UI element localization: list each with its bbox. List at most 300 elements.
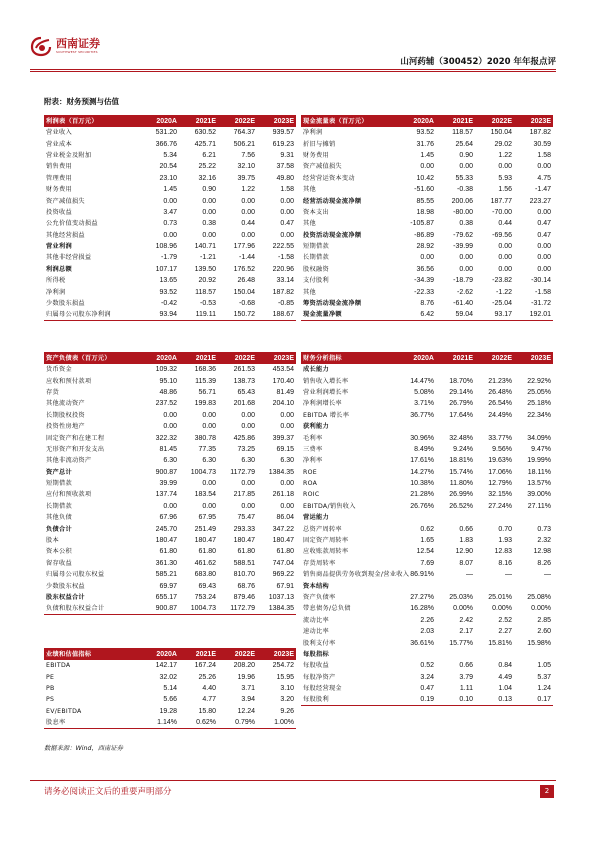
value-cell: 0.70 bbox=[498, 525, 512, 533]
value-cell: 0.13 bbox=[475, 694, 514, 706]
value-cell: -80.00 bbox=[453, 208, 473, 216]
value-cell: 0.47 bbox=[280, 220, 294, 228]
value-cell: 150.04 bbox=[490, 129, 512, 137]
table-row bbox=[301, 252, 553, 263]
row-label: 存货 bbox=[46, 388, 59, 396]
data-source: 数据来源：Wind，西南证券 bbox=[44, 745, 123, 752]
report-title: 山河药辅（300452）2020 年年报点评 bbox=[400, 57, 556, 67]
value-cell: 15.98% bbox=[527, 639, 551, 647]
value-cell: 67.91 bbox=[276, 582, 294, 590]
value-cell: 1.11 bbox=[459, 685, 473, 693]
value-cell: 15.80 bbox=[198, 707, 216, 715]
row-label: 公允价值变动损益 bbox=[46, 220, 98, 228]
value-cell: -1.79 bbox=[161, 254, 177, 262]
row-label: 营业利润增长率 bbox=[303, 388, 349, 396]
value-cell: -1.22 bbox=[496, 288, 512, 296]
value-cell: 0.66 bbox=[459, 525, 473, 533]
value-cell: 39.75 bbox=[237, 174, 255, 182]
row-label: 利润总额 bbox=[46, 265, 72, 273]
value-cell: 0.00 bbox=[163, 423, 177, 431]
row-label: 财务费用 bbox=[46, 186, 72, 194]
value-cell: 10.42 bbox=[416, 174, 434, 182]
table-row bbox=[44, 264, 296, 275]
value-cell: 183.54 bbox=[194, 491, 216, 499]
value-cell: 1.65 bbox=[420, 537, 434, 545]
value-cell: 753.24 bbox=[194, 594, 216, 601]
row-label: 股东权益合计 bbox=[46, 594, 85, 601]
value-cell: 187.77 bbox=[490, 197, 512, 205]
value-cell: 177.96 bbox=[233, 243, 255, 251]
value-cell: 0.84 bbox=[498, 662, 512, 670]
value-cell: 180.47 bbox=[272, 537, 294, 545]
row-label: 资本结构 bbox=[303, 582, 329, 590]
value-cell: 3.47 bbox=[163, 208, 177, 216]
row-label: 其他 bbox=[303, 220, 316, 228]
footer-disclaimer: 请务必阅读正文后的重要声明部分 bbox=[44, 787, 172, 797]
value-cell: 22.92% bbox=[527, 377, 551, 385]
value-cell: 30.96% bbox=[410, 434, 434, 442]
value-cell: 86.91% bbox=[410, 571, 434, 579]
row-label: 支付股利 bbox=[303, 277, 329, 285]
value-cell: -23.82 bbox=[492, 277, 512, 285]
table-row bbox=[301, 275, 553, 286]
value-cell: -25.04 bbox=[492, 300, 512, 308]
row-label: 销售商品提供劳务收到现金/营业收入 bbox=[303, 571, 410, 579]
value-cell: 15.81% bbox=[488, 639, 512, 647]
value-cell: 1.05 bbox=[537, 662, 551, 670]
row-label: 少数股东权益 bbox=[46, 582, 85, 590]
value-cell: 68.76 bbox=[237, 582, 255, 590]
value-cell bbox=[436, 512, 475, 523]
value-cell: 65.43 bbox=[237, 388, 255, 396]
row-label: 资产减值损失 bbox=[303, 163, 342, 171]
value-cell: 1004.73 bbox=[190, 468, 216, 476]
value-cell: 6.21 bbox=[202, 151, 216, 159]
table-row bbox=[301, 455, 553, 466]
value-cell: -70.00 bbox=[492, 208, 512, 216]
value-cell: 0.00 bbox=[241, 208, 255, 216]
value-cell: 4.77 bbox=[202, 696, 216, 704]
row-label: 货币资金 bbox=[46, 366, 72, 374]
header-year-cell: 2021E bbox=[436, 115, 475, 127]
value-cell: 59.04 bbox=[436, 309, 475, 321]
value-cell: 0.00 bbox=[202, 423, 216, 431]
header-title-cell: 资产负债表（百万元） bbox=[44, 352, 140, 364]
value-cell: 86.04 bbox=[276, 514, 294, 522]
row-label: 资产总计 bbox=[46, 468, 72, 476]
table-row bbox=[301, 672, 553, 683]
table-row bbox=[301, 501, 553, 512]
value-cell: 13.65 bbox=[159, 277, 177, 285]
value-cell: 204.10 bbox=[272, 400, 294, 408]
value-cell: 5.08% bbox=[414, 388, 434, 396]
value-cell: 14.27% bbox=[410, 468, 434, 476]
table-row bbox=[44, 660, 296, 671]
value-cell: 67.96 bbox=[159, 514, 177, 522]
value-cell: 108.96 bbox=[155, 243, 177, 251]
value-cell: 261.53 bbox=[233, 366, 255, 374]
value-cell: 0.00 bbox=[537, 163, 551, 171]
value-cell: 0.00 bbox=[537, 208, 551, 216]
value-cell: 220.96 bbox=[272, 265, 294, 273]
value-cell: 0.00 bbox=[241, 480, 255, 488]
value-cell: 61.80 bbox=[237, 548, 255, 556]
value-cell: 85.55 bbox=[416, 197, 434, 205]
row-label: 股利支付率 bbox=[303, 639, 336, 647]
value-cell: 33.14 bbox=[276, 277, 294, 285]
table-row bbox=[44, 501, 296, 512]
value-cell: 140.71 bbox=[194, 243, 216, 251]
table-row bbox=[301, 195, 553, 206]
row-label: 短期借款 bbox=[303, 243, 329, 251]
value-cell: 1384.35 bbox=[268, 468, 294, 476]
value-cell: 8.49% bbox=[414, 445, 434, 453]
table-row bbox=[44, 150, 296, 161]
value-cell: 0.00 bbox=[202, 208, 216, 216]
value-cell: 167.24 bbox=[194, 662, 216, 670]
row-label: 资本支出 bbox=[303, 208, 329, 216]
value-cell: 119.11 bbox=[179, 309, 218, 321]
row-label: 应收账款周转率 bbox=[303, 548, 349, 556]
header-year-cell: 2020A bbox=[140, 352, 179, 364]
header-title-cell: 利润表（百万元） bbox=[44, 115, 140, 127]
value-cell: 261.18 bbox=[272, 491, 294, 499]
value-cell: 0.00 bbox=[280, 502, 294, 510]
header-year-cell: 2022E bbox=[218, 352, 257, 364]
value-cell: 0.00 bbox=[241, 502, 255, 510]
value-cell: 237.52 bbox=[155, 400, 177, 408]
value-cell: 0.00 bbox=[280, 480, 294, 488]
table-row bbox=[301, 558, 553, 569]
row-label: 固定资产周转率 bbox=[303, 537, 349, 545]
value-cell: 4.40 bbox=[202, 684, 216, 692]
value-cell: 180.47 bbox=[233, 537, 255, 545]
value-cell: 32.48% bbox=[449, 434, 473, 442]
value-cell: 25.64 bbox=[455, 140, 473, 148]
row-label: 股本 bbox=[46, 537, 59, 545]
value-cell: 0.66 bbox=[459, 662, 473, 670]
value-cell: 900.87 bbox=[155, 468, 177, 476]
value-cell: 747.04 bbox=[272, 559, 294, 567]
row-label: 营业税金及附加 bbox=[46, 151, 92, 159]
value-cell: 26.52% bbox=[449, 502, 473, 510]
row-label: 股息率 bbox=[44, 717, 140, 729]
table-row bbox=[301, 410, 553, 421]
value-cell: -1.58 bbox=[535, 288, 551, 296]
value-cell: 0.00% bbox=[453, 605, 473, 613]
row-label: 净利润 bbox=[303, 129, 323, 137]
row-label: 留存收益 bbox=[46, 559, 72, 567]
value-cell: 18.98 bbox=[416, 208, 434, 216]
value-cell: 0.00 bbox=[163, 197, 177, 205]
table-row bbox=[301, 444, 553, 455]
value-cell: — bbox=[505, 571, 512, 579]
row-label: 其他经营损益 bbox=[46, 231, 85, 239]
header-year-cell: 2021E bbox=[436, 352, 475, 364]
value-cell: 0.47 bbox=[537, 231, 551, 239]
row-label: 营业收入 bbox=[46, 129, 72, 137]
value-cell: 0.00 bbox=[163, 502, 177, 510]
value-cell: 21.23% bbox=[488, 377, 512, 385]
value-cell: 9.24% bbox=[453, 445, 473, 453]
value-cell bbox=[475, 649, 514, 660]
header-year-cell: 2023E bbox=[514, 115, 553, 127]
value-cell: 2.60 bbox=[537, 628, 551, 636]
value-cell: 9.47% bbox=[531, 445, 551, 453]
row-label: 投资收益 bbox=[46, 208, 72, 216]
value-cell: 0.00 bbox=[241, 197, 255, 205]
value-cell: 20.92 bbox=[198, 277, 216, 285]
row-label: 短期借款 bbox=[46, 480, 72, 488]
value-cell: 13.57% bbox=[527, 480, 551, 488]
table-row bbox=[44, 410, 296, 421]
row-label: 每股收益 bbox=[303, 662, 329, 670]
row-label: 总资产周转率 bbox=[303, 525, 342, 533]
value-cell: 1172.79 bbox=[230, 468, 255, 476]
value-cell: 19.63% bbox=[488, 457, 512, 465]
value-cell: 15.77% bbox=[449, 639, 473, 647]
value-cell: -0.53 bbox=[200, 300, 216, 308]
value-cell: 6.30 bbox=[241, 457, 255, 465]
value-cell: 12.83 bbox=[494, 548, 512, 556]
value-cell: 366.76 bbox=[155, 140, 177, 148]
value-cell: -51.60 bbox=[414, 186, 434, 194]
table-header-row bbox=[44, 352, 296, 364]
value-cell: 17.61% bbox=[410, 457, 434, 465]
value-cell: 150.72 bbox=[218, 309, 257, 321]
header-year-cell: 2023E bbox=[257, 352, 296, 364]
header-year-cell: 2022E bbox=[218, 115, 257, 127]
row-label: 资产负债率 bbox=[303, 594, 336, 601]
row-label: 负债合计 bbox=[46, 525, 72, 533]
row-label: 其他流动资产 bbox=[46, 400, 85, 408]
value-cell: 0.00 bbox=[280, 197, 294, 205]
value-cell bbox=[397, 512, 436, 523]
value-cell: 187.82 bbox=[272, 288, 294, 296]
value-cell: -2.62 bbox=[457, 288, 473, 296]
value-cell: 8.16 bbox=[498, 559, 512, 567]
value-cell: 29.02 bbox=[494, 140, 512, 148]
table-row bbox=[44, 184, 296, 195]
value-cell: 764.37 bbox=[233, 129, 255, 137]
financial-ratios-table bbox=[301, 352, 553, 706]
table-row bbox=[44, 298, 296, 309]
value-cell: 2.52 bbox=[498, 616, 512, 624]
value-cell: 168.36 bbox=[194, 366, 216, 374]
value-cell: 0.00 bbox=[420, 254, 434, 262]
table-row bbox=[301, 309, 553, 321]
row-label: 折旧与摊销 bbox=[303, 140, 336, 148]
value-cell: 24.49% bbox=[488, 411, 512, 419]
value-cell: 14.47% bbox=[410, 377, 434, 385]
value-cell: 361.30 bbox=[155, 559, 177, 567]
value-cell: 27.24% bbox=[488, 502, 512, 510]
value-cell: 12.90 bbox=[455, 548, 473, 556]
value-cell: 22.34% bbox=[527, 411, 551, 419]
value-cell: 0.00% bbox=[492, 605, 512, 613]
row-label: 管理费用 bbox=[46, 174, 72, 182]
table-row bbox=[301, 535, 553, 546]
value-cell: 4.49 bbox=[498, 673, 512, 681]
value-cell: 0.00 bbox=[459, 163, 473, 171]
header-year-cell: 2020A bbox=[397, 352, 436, 364]
table-row bbox=[301, 161, 553, 172]
table-row bbox=[301, 512, 553, 523]
value-cell: 347.22 bbox=[272, 525, 294, 533]
value-cell: 69.97 bbox=[159, 582, 177, 590]
table-row bbox=[44, 161, 296, 172]
value-cell: 69.43 bbox=[198, 582, 216, 590]
table-row bbox=[301, 387, 553, 398]
value-cell: 3.79 bbox=[459, 673, 473, 681]
value-cell: 0.00 bbox=[241, 423, 255, 431]
value-cell: -34.39 bbox=[414, 277, 434, 285]
row-label: 其他 bbox=[303, 186, 316, 194]
value-cell: 630.52 bbox=[194, 129, 216, 137]
value-cell: 0.90 bbox=[202, 186, 216, 194]
value-cell: 1.83 bbox=[459, 537, 473, 545]
table-row bbox=[44, 512, 296, 523]
valuation-table bbox=[44, 648, 296, 729]
row-label: PS bbox=[46, 696, 55, 704]
header-year-cell: 2023E bbox=[257, 115, 296, 127]
table-row bbox=[301, 364, 553, 375]
header-year-cell: 2022E bbox=[475, 352, 514, 364]
header-divider bbox=[30, 69, 556, 70]
company-logo bbox=[30, 36, 100, 56]
value-cell: 1.93 bbox=[498, 537, 512, 545]
table-row bbox=[44, 580, 296, 591]
row-label: 带息债务/总负债 bbox=[303, 605, 351, 613]
value-cell: 506.21 bbox=[233, 140, 255, 148]
value-cell: 93.94 bbox=[140, 309, 179, 321]
value-cell: 0.00 bbox=[163, 231, 177, 239]
value-cell: 25.03% bbox=[449, 594, 473, 601]
table-header-row bbox=[44, 115, 296, 127]
value-cell: 0.00 bbox=[420, 163, 434, 171]
value-cell: 25.26 bbox=[198, 673, 216, 681]
value-cell: 26.48 bbox=[237, 277, 255, 285]
value-cell: 1.45 bbox=[420, 151, 434, 159]
table-row bbox=[44, 421, 296, 432]
value-cell bbox=[514, 421, 553, 432]
value-cell: 138.73 bbox=[233, 377, 255, 385]
table-row bbox=[44, 455, 296, 466]
value-cell: — bbox=[544, 571, 551, 579]
value-cell: -30.14 bbox=[531, 277, 551, 285]
row-label: 长期借款 bbox=[46, 502, 72, 510]
value-cell: 322.32 bbox=[155, 434, 177, 442]
value-cell bbox=[397, 649, 436, 660]
row-label: 销售收入增长率 bbox=[303, 377, 349, 385]
header-year-cell: 2020A bbox=[140, 648, 179, 660]
value-cell: 1.45 bbox=[163, 186, 177, 194]
value-cell: 32.16 bbox=[198, 174, 216, 182]
value-cell: 93.52 bbox=[416, 129, 434, 137]
value-cell: 15.74% bbox=[449, 468, 473, 476]
table-row bbox=[44, 444, 296, 455]
row-label: 其他非经营损益 bbox=[46, 254, 92, 262]
value-cell: -22.33 bbox=[414, 288, 434, 296]
row-label: 其他负债 bbox=[46, 514, 72, 522]
value-cell: 251.49 bbox=[194, 525, 216, 533]
header-year-cell: 2022E bbox=[475, 115, 514, 127]
value-cell: 170.40 bbox=[272, 377, 294, 385]
table-row bbox=[301, 694, 553, 706]
value-cell bbox=[514, 649, 553, 660]
value-cell: — bbox=[466, 571, 473, 579]
table-row bbox=[301, 592, 553, 603]
row-label: 速动比率 bbox=[303, 628, 329, 636]
value-cell: 0.62 bbox=[420, 525, 434, 533]
value-cell: 3.10 bbox=[280, 684, 294, 692]
value-cell: 176.52 bbox=[233, 265, 255, 273]
value-cell: 9.56% bbox=[492, 445, 512, 453]
value-cell: 180.47 bbox=[155, 537, 177, 545]
row-label: 筹资活动现金流净额 bbox=[303, 300, 362, 308]
value-cell: 28.92 bbox=[416, 243, 434, 251]
value-cell: 26.99% bbox=[449, 491, 473, 499]
table-row bbox=[44, 683, 296, 694]
value-cell: 36.56 bbox=[416, 265, 434, 273]
value-cell: 61.80 bbox=[159, 548, 177, 556]
table-row bbox=[301, 264, 553, 275]
value-cell: 2.03 bbox=[420, 628, 434, 636]
table-row bbox=[44, 523, 296, 534]
table-row bbox=[44, 694, 296, 705]
value-cell: 55.33 bbox=[455, 174, 473, 182]
table-row bbox=[44, 478, 296, 489]
value-cell bbox=[475, 580, 514, 591]
value-cell: 3.24 bbox=[420, 673, 434, 681]
row-label: 应收和预付款项 bbox=[46, 377, 92, 385]
row-label: PB bbox=[46, 684, 55, 692]
table-row bbox=[44, 195, 296, 206]
value-cell: 245.70 bbox=[155, 525, 177, 533]
value-cell: 2.17 bbox=[459, 628, 473, 636]
value-cell bbox=[514, 512, 553, 523]
table-row bbox=[301, 207, 553, 218]
value-cell: 399.37 bbox=[272, 434, 294, 442]
header-year-cell: 2021E bbox=[179, 115, 218, 127]
value-cell: 69.15 bbox=[276, 445, 294, 453]
value-cell: 0.17 bbox=[514, 694, 553, 706]
value-cell: -1.58 bbox=[278, 254, 294, 262]
table-row bbox=[44, 241, 296, 252]
value-cell: 139.50 bbox=[194, 265, 216, 273]
row-label: 每股经营现金 bbox=[303, 685, 342, 693]
value-cell: 7.56 bbox=[241, 151, 255, 159]
table-row bbox=[44, 546, 296, 557]
value-cell: 254.72 bbox=[272, 662, 294, 670]
row-label: 投资性房地产 bbox=[46, 423, 85, 431]
row-label: 资本公积 bbox=[46, 548, 72, 556]
value-cell: 619.23 bbox=[272, 140, 294, 148]
table-row bbox=[44, 252, 296, 263]
value-cell: -31.72 bbox=[531, 300, 551, 308]
value-cell: 0.00 bbox=[459, 265, 473, 273]
value-cell: 0.00 bbox=[459, 254, 473, 262]
table-row bbox=[301, 467, 553, 478]
table-row bbox=[301, 184, 553, 195]
header-title-cell: 业绩和估值指标 bbox=[44, 648, 140, 660]
row-label: 净利率 bbox=[303, 457, 323, 465]
header-year-cell: 2021E bbox=[179, 648, 218, 660]
header-year-cell: 2022E bbox=[218, 648, 257, 660]
table-row bbox=[301, 286, 553, 297]
table-row bbox=[301, 241, 553, 252]
value-cell: 0.00 bbox=[537, 254, 551, 262]
